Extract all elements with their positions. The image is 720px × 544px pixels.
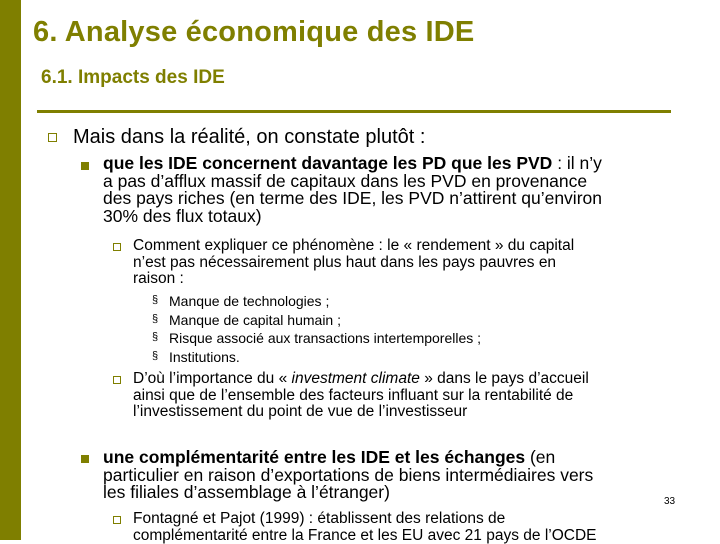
point-2-line-1 <box>103 449 663 467</box>
sub-point-1-line-2: n’est pas nécessairement plus haut dans les pays pauvres en <box>133 255 673 272</box>
title-divider <box>37 110 671 113</box>
hollow-square-bullet-icon <box>113 243 121 251</box>
left-accent-bar <box>0 0 21 540</box>
point-2 <box>103 449 663 502</box>
point-2-rest: (en <box>525 447 555 467</box>
sub-point-2-italic: investment climate <box>292 370 420 387</box>
slide-title: 6. Analyse économique des IDE <box>33 16 474 49</box>
point-1-line-4: 30% des flux totaux) <box>103 208 683 226</box>
hollow-square-bullet-icon <box>48 133 57 142</box>
point-1-rest: : il n’y <box>552 153 602 173</box>
filled-square-bullet-icon <box>81 455 89 463</box>
section-bullet-icon: § <box>152 294 158 306</box>
point-1-line-2: a pas d’afflux massif de capitaux dans les PVD en provenance <box>103 173 683 191</box>
sub-point-2-line-1 <box>133 371 673 388</box>
point-1 <box>103 155 683 225</box>
point-1-line-1 <box>103 155 683 173</box>
point-1-line-3: des pays riches (en terme des IDE, les PVD n’attirent qu’environ <box>103 190 683 208</box>
filled-square-bullet-icon <box>81 162 89 170</box>
sub-point-1-line-3: raison : <box>133 271 673 288</box>
point-1-bold: que les IDE concernent davantage les PD que les PVD <box>103 153 552 173</box>
point-2-bold: une complémentarité entre les IDE et les échanges <box>103 447 525 467</box>
section-bullet-icon: § <box>152 331 158 343</box>
sub-point-2-pre: D’où l’importance du « <box>133 370 292 387</box>
sub-point-2-post: » dans le pays d’accueil <box>420 370 589 387</box>
sub-point-2-line-3: l’investissement du point de vue de l’investisseur <box>133 404 673 421</box>
page-number: 33 <box>664 496 675 507</box>
reason-item: Manque de capital humain ; <box>169 311 341 330</box>
point-2-line-2: particulier en raison d’exportations de biens intermédiaires vers <box>103 467 663 485</box>
section-bullet-icon: § <box>152 350 158 362</box>
slide-subtitle: 6.1. Impacts des IDE <box>41 67 225 89</box>
sub-point-3 <box>133 511 673 544</box>
point-2-line-3: les filiales d’assemblage à l’étranger) <box>103 484 663 502</box>
hollow-square-bullet-icon <box>113 516 121 524</box>
reason-item: Manque de technologies ; <box>169 292 329 311</box>
sub-point-2 <box>133 371 673 421</box>
sub-point-1-line-1: Comment expliquer ce phénomène : le « rendement » du capital <box>133 238 673 255</box>
section-bullet-icon: § <box>152 313 158 325</box>
reason-item: Risque associé aux transactions intertemporelles ; <box>169 329 481 348</box>
reason-item: Institutions. <box>169 348 240 367</box>
hollow-square-bullet-icon <box>113 376 121 384</box>
sub-point-1 <box>133 238 673 288</box>
intro-text: Mais dans la réalité, on constate plutôt : <box>73 124 425 150</box>
sub-point-3-line-2: complémentarité entre la France et les EU avec 21 pays de l’OCDE <box>133 528 673 544</box>
sub-point-3-line-1: Fontagné et Pajot (1999) : établissent des relations de <box>133 511 673 528</box>
sub-point-2-line-2: ainsi que de l’ensemble des facteurs influant sur la rentabilité de <box>133 388 673 405</box>
